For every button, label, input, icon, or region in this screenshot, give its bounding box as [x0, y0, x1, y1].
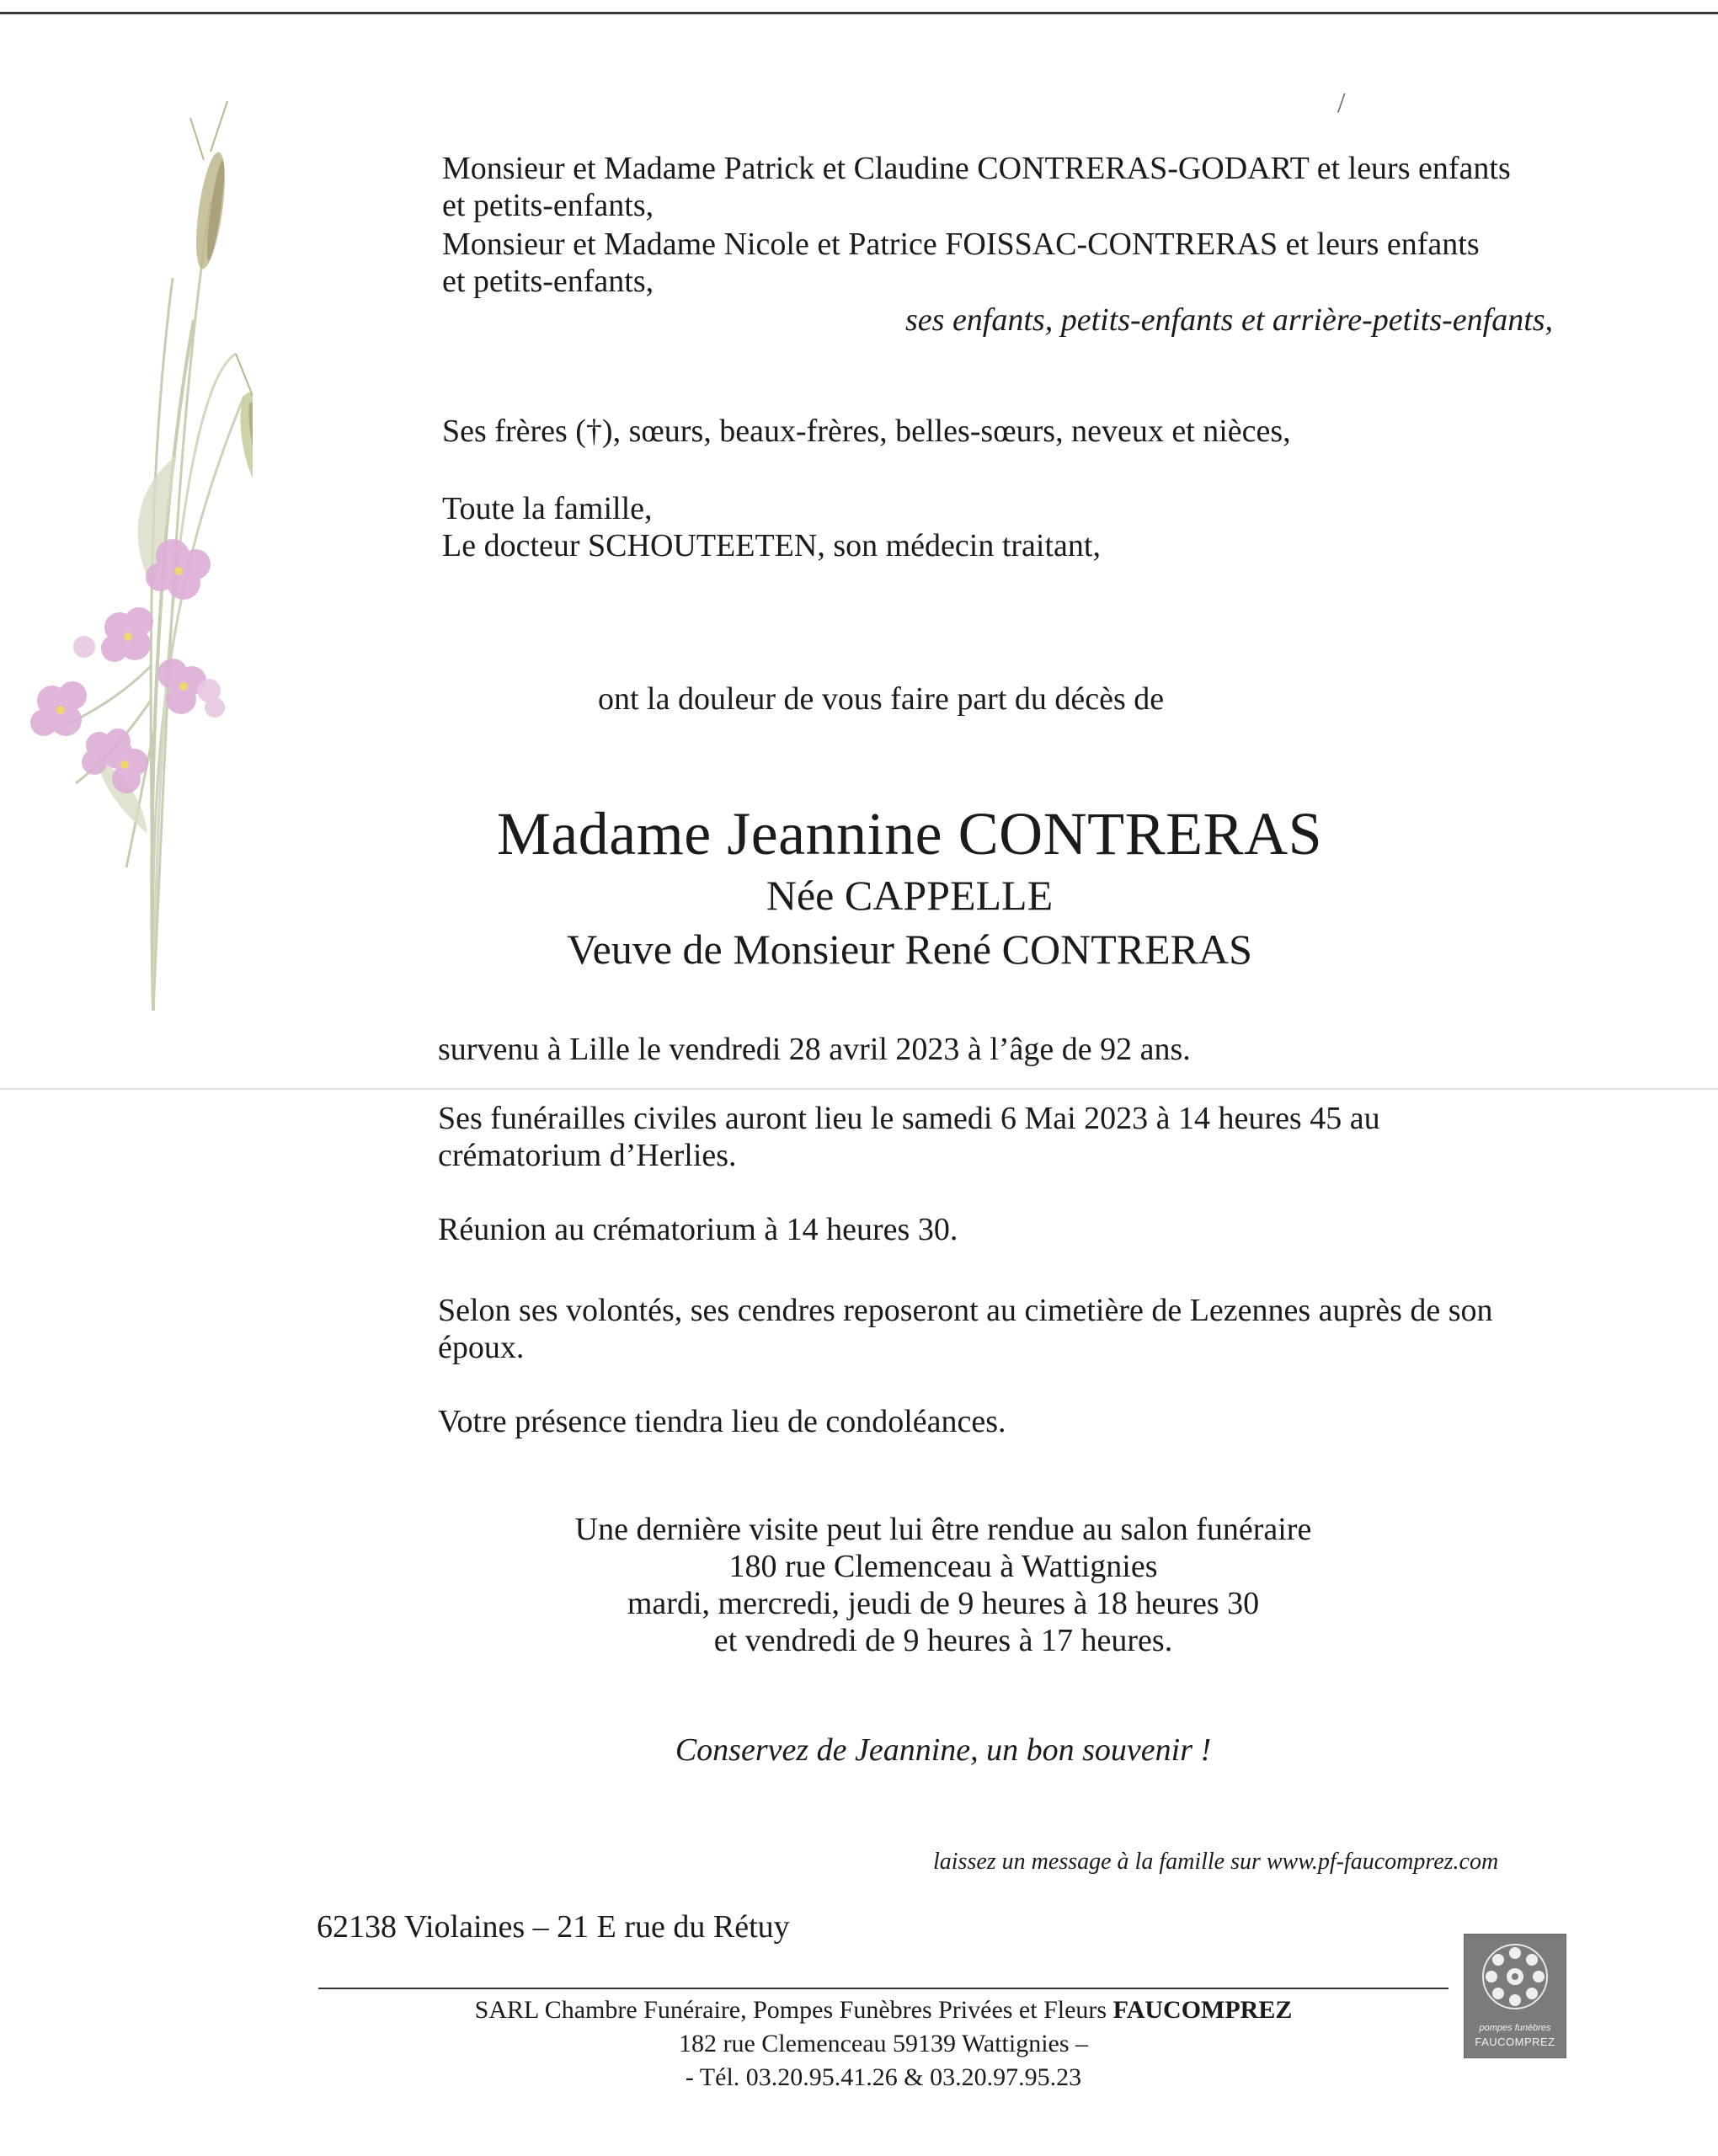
visit-line-4: et vendredi de 9 heures à 17 heures. [713, 1623, 1173, 1658]
maiden-name: Née CAPPELLE [766, 872, 1054, 919]
address-line: 62138 Violaines – 21 E rue du Rétuy [317, 1909, 790, 1945]
announcement-line: ont la douleur de vous faire part du décès de [598, 681, 1165, 717]
fold-line [0, 1088, 1718, 1090]
flower-illustration [0, 0, 253, 1027]
logo-brand: FAUCOMPREZ [1475, 2036, 1555, 2048]
faucomprez-logo [1464, 1934, 1566, 2058]
rosette-icon [1465, 1935, 1566, 2019]
website-note: laissez un message à la famille sur www.pf-faucomprez.com [933, 1849, 1499, 1875]
siblings-line: Ses frères (†), sœurs, beaux-frères, belles-sœurs, neveux et nièces, [442, 414, 1291, 449]
visit-line-2: 180 rue Clemenceau à Wattignies [728, 1549, 1158, 1584]
condolences-line: Votre présence tiendra lieu de condoléances. [438, 1404, 1006, 1439]
family-relation: ses enfants, petits-enfants et arrière-petits-enfants, [905, 302, 1554, 338]
whole-family-line: Toute la famille, [442, 491, 653, 526]
meeting-line: Réunion au crématorium à 14 heures 30. [438, 1212, 958, 1247]
footer-brand: FAUCOMPREZ [1112, 1996, 1293, 2024]
footer-rule [318, 1988, 1449, 1989]
wishes-line-2: époux. [438, 1330, 525, 1365]
top-border-rule [0, 12, 1718, 14]
visit-line-3: mardi, mercredi, jeudi de 9 heures à 18 heures 30 [627, 1586, 1260, 1621]
family-line-2: et petits-enfants, [442, 188, 654, 223]
family-line-4: et petits-enfants, [442, 264, 654, 299]
footer-company: SARL Chambre Funéraire, Pompes Funèbres Privées et Fleurs [474, 1996, 1113, 2024]
ink-mark: / [1337, 88, 1346, 119]
closing-line: Conservez de Jeannine, un bon souvenir ! [675, 1732, 1212, 1768]
footer-line-2: 182 rue Clemenceau 59139 Wattignies – [678, 2030, 1089, 2057]
family-line-3: Monsieur et Madame Nicole et Patrice FOISSAC-CONTRERAS et leurs enfants [442, 227, 1480, 262]
logo-tagline: pompes funèbres [1479, 2023, 1551, 2033]
deceased-name: Madame Jeannine CONTRERAS [496, 800, 1323, 867]
funeral-line-1: Ses funérailles civiles auront lieu le samedi 6 Mai 2023 à 14 heures 45 au [438, 1101, 1380, 1136]
wishes-line-1: Selon ses volontés, ses cendres reposeront au cimetière de Lezennes auprès de son [438, 1293, 1493, 1328]
widow-line: Veuve de Monsieur René CONTRERAS [567, 926, 1252, 973]
footer-line-3: - Tél. 03.20.95.41.26 & 03.20.97.95.23 [685, 2063, 1082, 2091]
family-line-1: Monsieur et Madame Patrick et Claudine CONTRERAS-GODART et leurs enfants [442, 151, 1511, 186]
visit-line-1: Une dernière visite peut lui être rendue au salon funéraire [574, 1512, 1312, 1547]
doctor-line: Le docteur SCHOUTEETEN, son médecin traitant, [442, 528, 1101, 563]
funeral-line-2: crématorium d’Herlies. [438, 1138, 737, 1173]
footer-line-1 [318, 1994, 1449, 2026]
death-line: survenu à Lille le vendredi 28 avril 2023 à l’âge de 92 ans. [438, 1032, 1191, 1067]
